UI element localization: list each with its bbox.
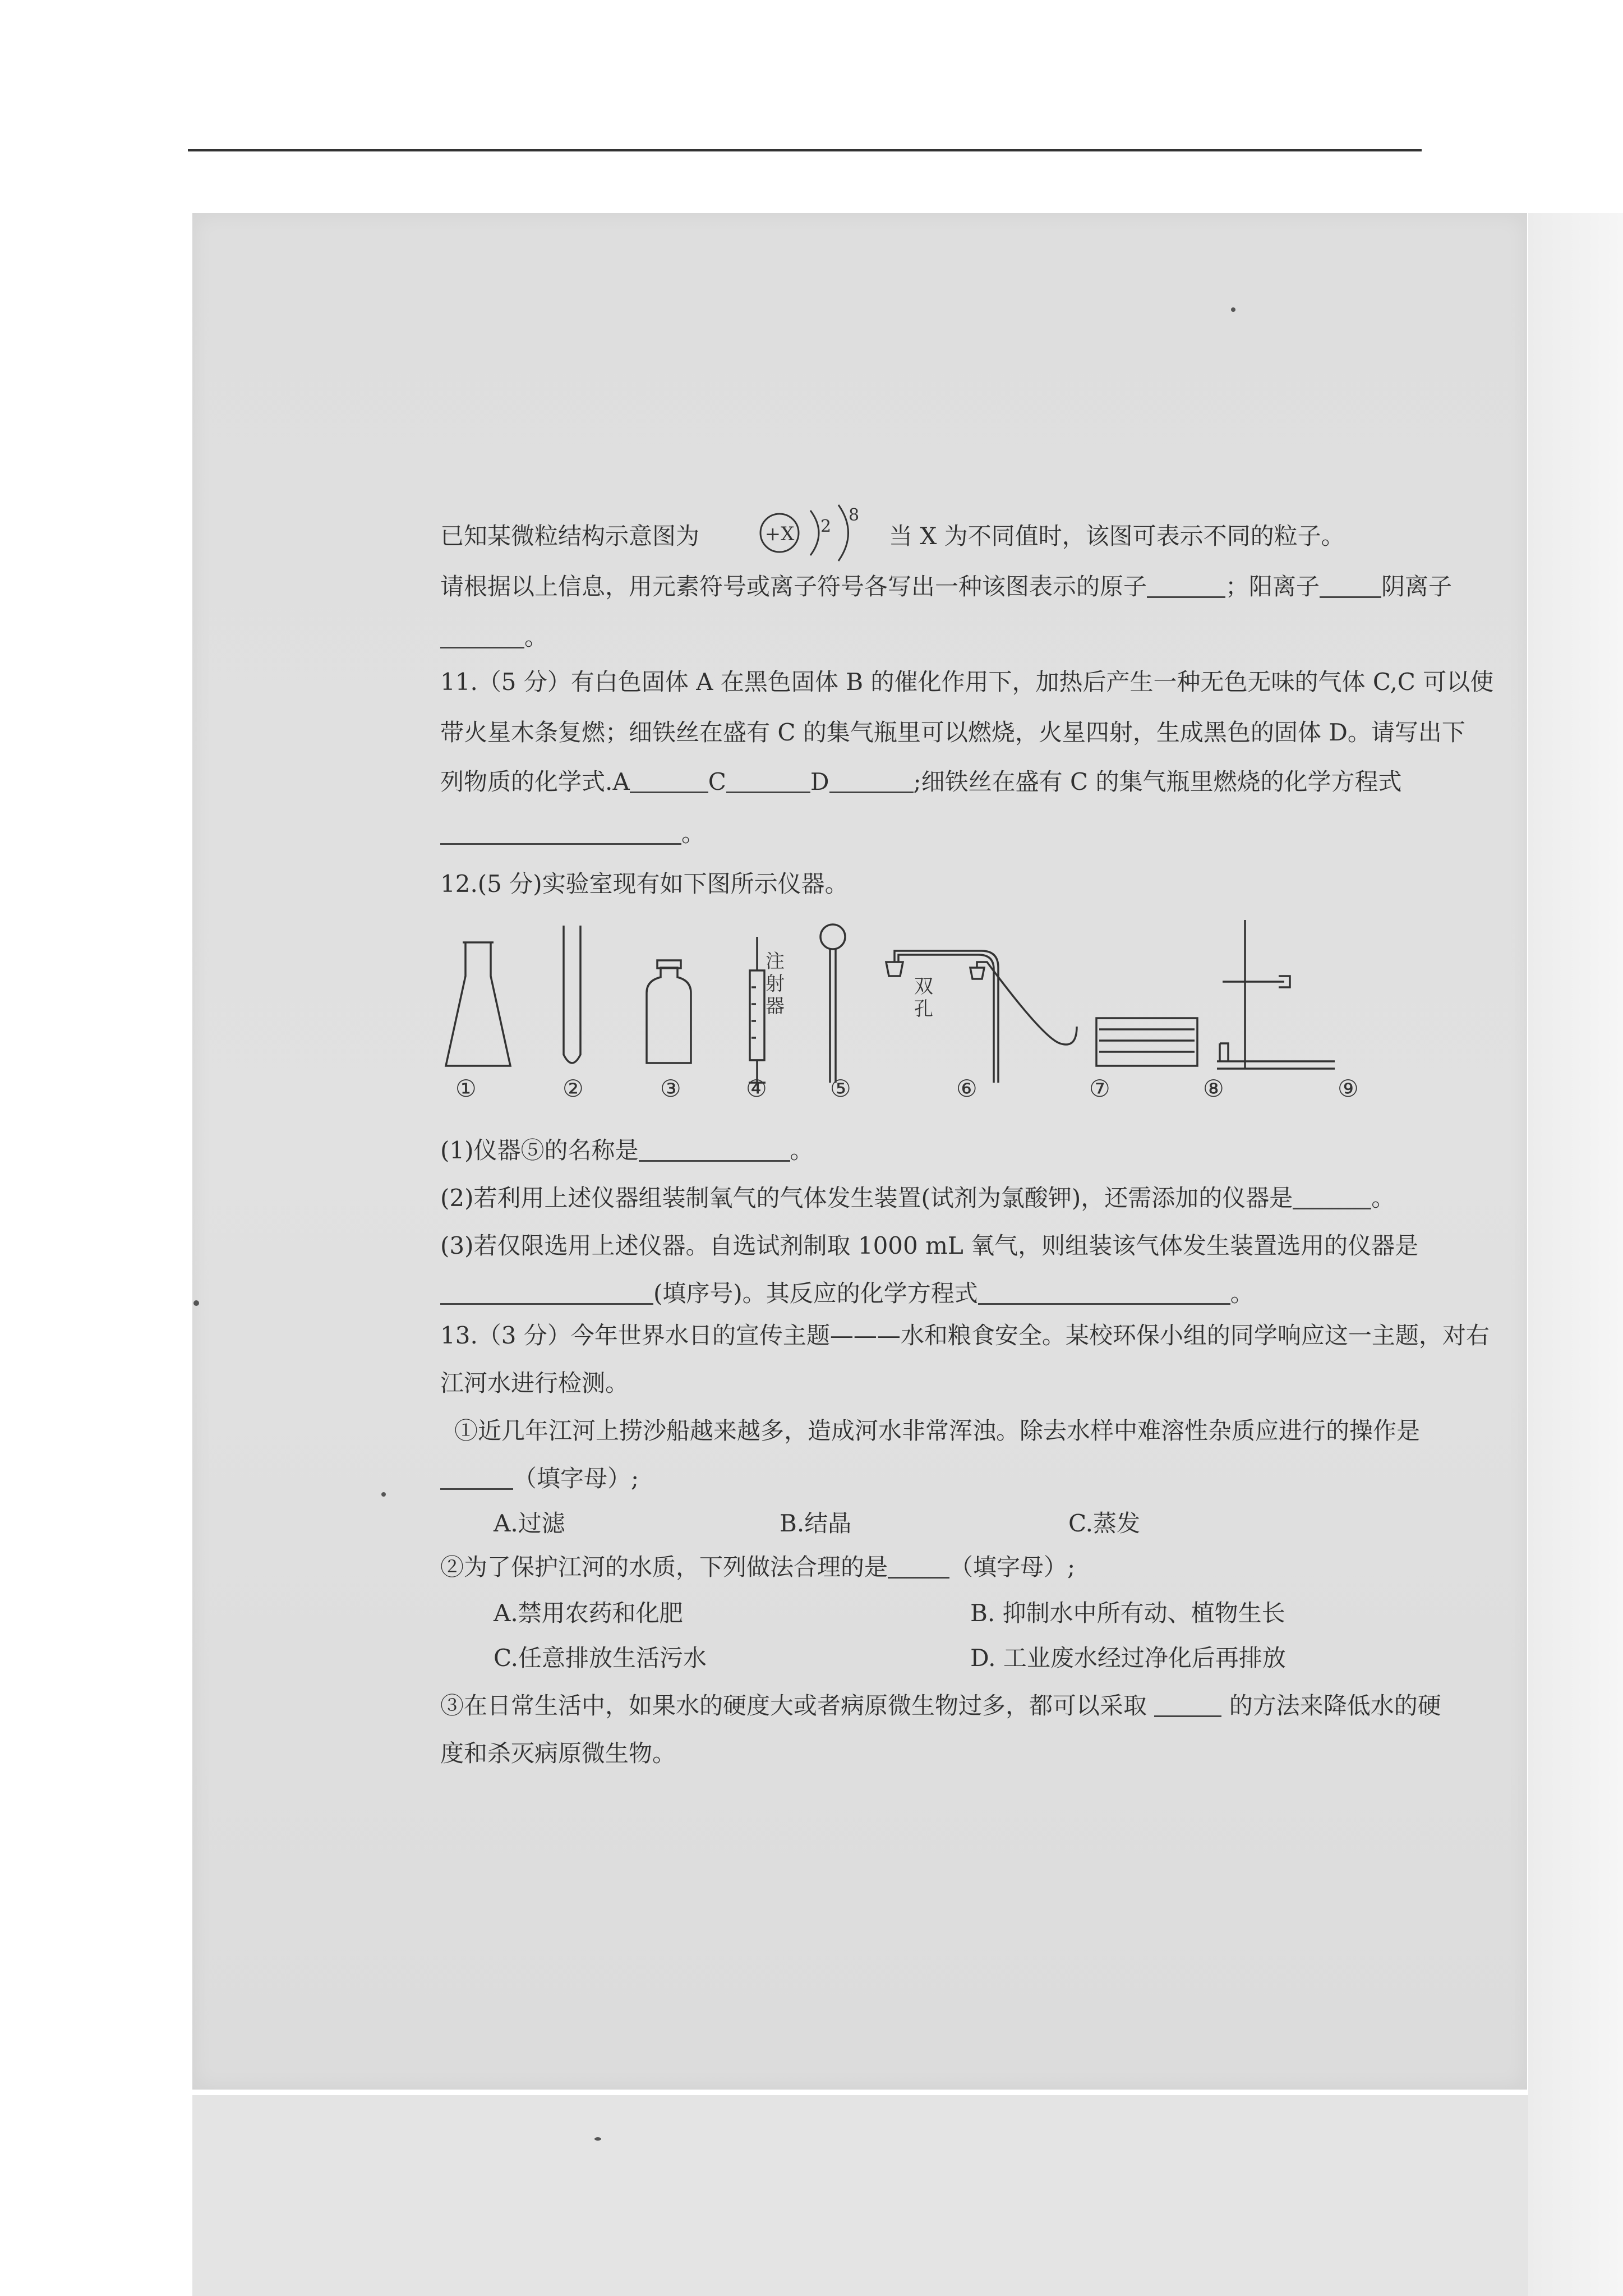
blank-c[interactable] xyxy=(726,769,810,793)
q13-p3-cont xyxy=(440,1739,676,1768)
apparatus-label-8: ⑧ xyxy=(1203,1075,1224,1102)
q10-line2-anion: 阴离子 xyxy=(1381,573,1453,600)
q10-text-b: 当 X 为不同值时，该图可表示不同的粒子。 xyxy=(889,522,1345,550)
syringe-label-1: 注 xyxy=(766,950,785,973)
q13-p1-suffix: （填字母）; xyxy=(513,1465,639,1492)
trough-water-lines xyxy=(1099,1029,1195,1052)
q13-p2-text: ②为了保护江河的水质，下列做法合理的是 xyxy=(440,1553,888,1581)
q12-sub3 xyxy=(440,1231,1418,1260)
nucleus-label: +X xyxy=(764,523,795,545)
q11-text-1: 11.（5 分）有白色固体 A 在黑色固体 B 的催化作用下，加热后产生一种无色无味的气体 C,C 可以使 xyxy=(440,668,1494,696)
q10-line1 xyxy=(440,522,699,551)
q12-sub3-cont: (填序号)。其反应的化学方程式 。 xyxy=(440,1279,1254,1308)
option-c-discharge-sewage[interactable]: C.任意排放生活污水 xyxy=(494,1644,707,1672)
water-trough-icon xyxy=(1096,1018,1197,1066)
syringe-icon xyxy=(750,970,764,1060)
q12-sub1-text: (1)仪器⑤的名称是 xyxy=(440,1137,639,1164)
q13-title2-text: 江河水进行检测。 xyxy=(440,1369,629,1397)
q13-p3 xyxy=(440,1691,1441,1720)
q11-line3 xyxy=(440,767,1402,797)
iron-stand-icon xyxy=(1217,920,1335,1069)
header-rule xyxy=(188,149,1422,151)
scan-speck xyxy=(594,2137,601,2141)
apparatus-label-4: ④ xyxy=(746,1075,767,1102)
bent-tube-7 xyxy=(977,962,1077,1045)
apparatus-figure xyxy=(443,914,1408,1116)
shell-1-count: 2 xyxy=(820,517,832,536)
apparatus-label-3: ③ xyxy=(660,1075,681,1102)
syringe-plunger xyxy=(749,937,766,1083)
blank-cation[interactable] xyxy=(1320,574,1381,598)
scan-speck xyxy=(381,1492,386,1497)
q13-p1-text: ①近几年江河上捞沙船越来越多，造成河水非常浑浊。除去水样中难溶性杂质应进行的操作是 xyxy=(454,1417,1421,1444)
stopper-label-1: 双 xyxy=(914,976,933,998)
q13-title-text: 13.（3 分）今年世界水日的宣传主题———水和粮食安全。某校环保小组的同学响应这一主题，对右 xyxy=(440,1322,1490,1349)
blank-anion[interactable] xyxy=(440,624,524,648)
q13-p1-cont xyxy=(440,1464,639,1493)
q10-line1b xyxy=(889,522,1345,551)
q13-p3-text-a: ③在日常生活中，如果水的硬度大或者病原微生物过多，都可以采取 xyxy=(440,1692,1147,1719)
q13-title xyxy=(440,1321,1490,1350)
blank-protection[interactable] xyxy=(888,1554,949,1579)
test-tube-icon xyxy=(564,926,580,1063)
apparatus-label-2: ② xyxy=(562,1075,584,1102)
stand-clamp-lower xyxy=(1220,1043,1228,1061)
conical-flask-icon xyxy=(446,942,510,1066)
q10-line2-cation: ；阳离子 xyxy=(1225,573,1320,600)
q13-title2 xyxy=(440,1369,629,1398)
q12-sub3-text: (3)若仅限选用上述仪器。自选试剂制取 1000 mL 氧气，则组装该气体发生装置选用的仪器是 xyxy=(440,1232,1419,1259)
blank-funnel-name[interactable] xyxy=(639,1138,790,1162)
blank-atom[interactable] xyxy=(1147,574,1225,598)
long-neck-funnel-icon xyxy=(820,924,845,949)
q11-line1 xyxy=(440,668,1493,697)
q11-text-2: 带火星木条复燃；细铁丝在盛有 C 的集气瓶里可以燃烧，火星四射，生成黑色的固体 D。请写出下 xyxy=(440,719,1465,746)
electron-shell-2 xyxy=(838,505,849,561)
blank-reaction-equation[interactable] xyxy=(978,1281,1230,1305)
q10-line3: 。 xyxy=(440,623,548,652)
q12-sub3-text-b: (填序号)。其反应的化学方程式 xyxy=(653,1280,978,1307)
q11-label-d: D xyxy=(810,768,829,795)
syringe-label-3: 器 xyxy=(766,995,785,1018)
apparatus-label-5: ⑤ xyxy=(830,1075,851,1102)
q13-p2 xyxy=(440,1553,1075,1582)
apparatus-label-1: ① xyxy=(455,1075,477,1102)
electron-shell-1 xyxy=(810,510,819,555)
q12-title xyxy=(440,869,849,899)
blank-equation[interactable] xyxy=(440,821,681,845)
scanned-page xyxy=(192,213,1527,2090)
blank-a[interactable] xyxy=(630,769,708,793)
q10-line2 xyxy=(440,572,1452,601)
atom-structure-diagram xyxy=(749,499,883,567)
scan-speck xyxy=(193,1300,199,1306)
funnel-stem xyxy=(830,949,836,1083)
option-c-evaporate[interactable]: C.蒸发 xyxy=(1068,1510,1140,1537)
syringe-label-2: 射 xyxy=(766,973,785,995)
blank-operation[interactable] xyxy=(440,1466,513,1490)
scan-speck xyxy=(1231,307,1235,312)
stand-clamp xyxy=(1223,976,1290,987)
gas-jar-icon xyxy=(647,968,691,1063)
q12-title-text: 12.(5 分)实验室现有如下图所示仪器。 xyxy=(440,870,849,898)
q11-label-a: 列物质的化学式.A xyxy=(440,768,630,795)
option-b-inhibit-growth[interactable]: B. 抑制水中所有动、植物生长 xyxy=(970,1599,1285,1627)
q11-line2 xyxy=(440,718,1465,747)
q12-sub2: (2)若利用上述仪器组装制氧气的气体发生装置(试剂为氯酸钾)，还需添加的仪器是 。 xyxy=(440,1184,1395,1212)
apparatus-label-7: ⑦ xyxy=(1089,1075,1110,1102)
blank-method[interactable] xyxy=(1154,1693,1221,1717)
apparatus-label-6: ⑥ xyxy=(956,1075,978,1102)
syringe-scale xyxy=(751,987,756,1038)
q10-text-a: 已知某微粒结构示意图为 xyxy=(440,522,700,550)
q10-line2-text: 请根据以上信息，用元素符号或离子符号各写出一种该图表示的原子 xyxy=(440,573,1147,600)
q13-p2-suffix: （填字母）; xyxy=(949,1553,1076,1581)
scanned-page-bottom xyxy=(192,2095,1572,2296)
delivery-tube-6-inner xyxy=(898,955,994,1083)
option-d-purify-wastewater[interactable]: D. 工业废水经过净化后再排放 xyxy=(970,1644,1286,1672)
q13-p3-text-c: 度和杀灭病原微生物。 xyxy=(440,1740,676,1767)
shell-2-count: 8 xyxy=(849,505,860,525)
page-edge xyxy=(1528,213,1623,2296)
q13-p3-text-b: 的方法来降低水的硬 xyxy=(1229,1692,1441,1719)
stopper-label-2: 孔 xyxy=(914,998,933,1020)
stopper-7-icon xyxy=(970,968,984,979)
blank-apparatus-numbers[interactable] xyxy=(440,1281,653,1305)
option-a-ban-pesticides[interactable]: A.禁用农药和化肥 xyxy=(494,1599,683,1627)
double-hole-stopper-icon xyxy=(886,962,903,976)
q11-text-3: ;细铁丝在盛有 C 的集气瓶里燃烧的化学方程式 xyxy=(913,768,1402,795)
q12-sub1: (1)仪器⑤的名称是 。 xyxy=(440,1137,814,1164)
blank-added-apparatus[interactable] xyxy=(1293,1185,1371,1209)
option-a-filter[interactable]: A.过滤 xyxy=(494,1510,565,1537)
option-b-crystallize[interactable]: B.结晶 xyxy=(780,1510,852,1537)
q11-line4: 。 xyxy=(440,819,705,848)
q11-label-c: C xyxy=(708,768,726,795)
q12-sub2-text: (2)若利用上述仪器组装制氧气的气体发生装置(试剂为氯酸钾)，还需添加的仪器是 xyxy=(440,1184,1293,1212)
blank-d[interactable] xyxy=(829,769,914,793)
q13-p1 xyxy=(454,1416,1420,1446)
apparatus-label-9: ⑨ xyxy=(1338,1075,1359,1102)
